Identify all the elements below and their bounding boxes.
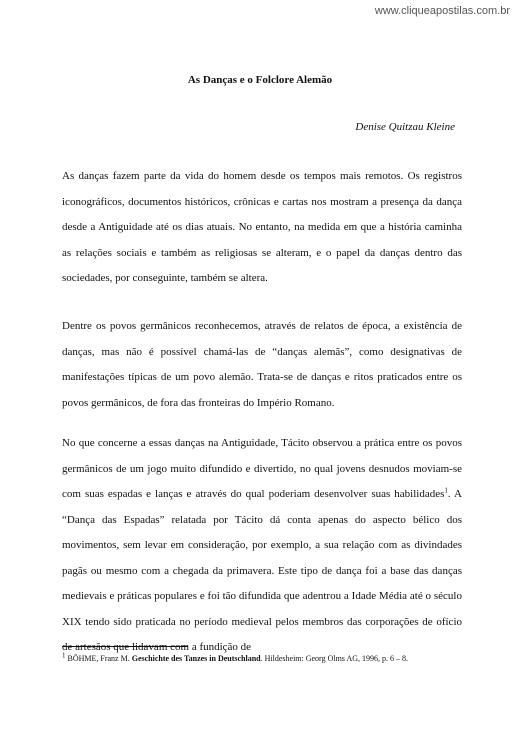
site-url[interactable]: www.cliqueapostilas.com.br — [374, 5, 510, 17]
author-name: Denise Quitzau Kleine — [355, 121, 455, 133]
footnote-divider — [62, 646, 188, 647]
paragraph-3 — [62, 431, 462, 661]
paragraph-1-text: As danças fazem parte da vida do homem desde os tempos mais remotos. Os registros iconográficos, documentos históricos, crônicas e cartas nos mostram a presença da dança desde a Antiguidade até os dias atuais. No entanto, na medida em que a história caminha as relações sociais e também as religiosas se alteram, e o papel da danças dentro das sociedades, por conseguinte, também se altera. — [62, 170, 462, 284]
paragraph-2 — [62, 314, 462, 416]
footnote-publication: . Hildesheim: Georg Olms AG, 1996, p. 6 – 8. — [260, 654, 409, 663]
footnote — [62, 653, 462, 664]
footnote-work-title: Geschichte des Tanzes in Deutschland — [131, 654, 261, 663]
footnote-author: BÖHME, Franz M. — [65, 654, 132, 663]
document-title: As Danças e o Folclore Alemão — [187, 74, 333, 86]
paragraph-1 — [62, 164, 462, 292]
footnote-reference[interactable]: 1 — [444, 486, 448, 495]
paragraph-3-text — [62, 431, 462, 661]
paragraph-3-part-2: . A “Dança das Espadas” relatada por Tácito dá conta apenas do aspecto bélico dos movimentos, sem levar em consideração, por exemplo, a sua relação com as divindades pagãs ou mesmo com a chegada da primavera. Este tipo de dança foi a base das danças medievais e práticas populares e foi tão difundida que adentrou a Idade Média até o século XIX tendo sido praticada no período medieval pelos membros das corporações de ofício de artesãos que lidavam com a fundição de — [62, 488, 462, 653]
paragraph-2-text: Dentre os povos germânicos reconhecemos, através de relatos de época, a existência de danças, mas não é possível chamá-las de “danças alemãs”, como designativas de manifestações típicas de um povo alemão. Trata-se de danças e ritos praticados entre os povos germânicos, de fora das fronteiras do Império Romano. — [62, 320, 462, 409]
footnote-number: 1 — [62, 651, 66, 660]
paragraph-3-part-1: No que concerne a essas danças na Antiguidade, Tácito observou a prática entre os povos germânicos de um jogo muito difundido e divertido, no qual jovens desnudos moviam-se com suas espadas e lanças e através do qual poderiam desenvolver suas habilidades — [62, 437, 462, 500]
